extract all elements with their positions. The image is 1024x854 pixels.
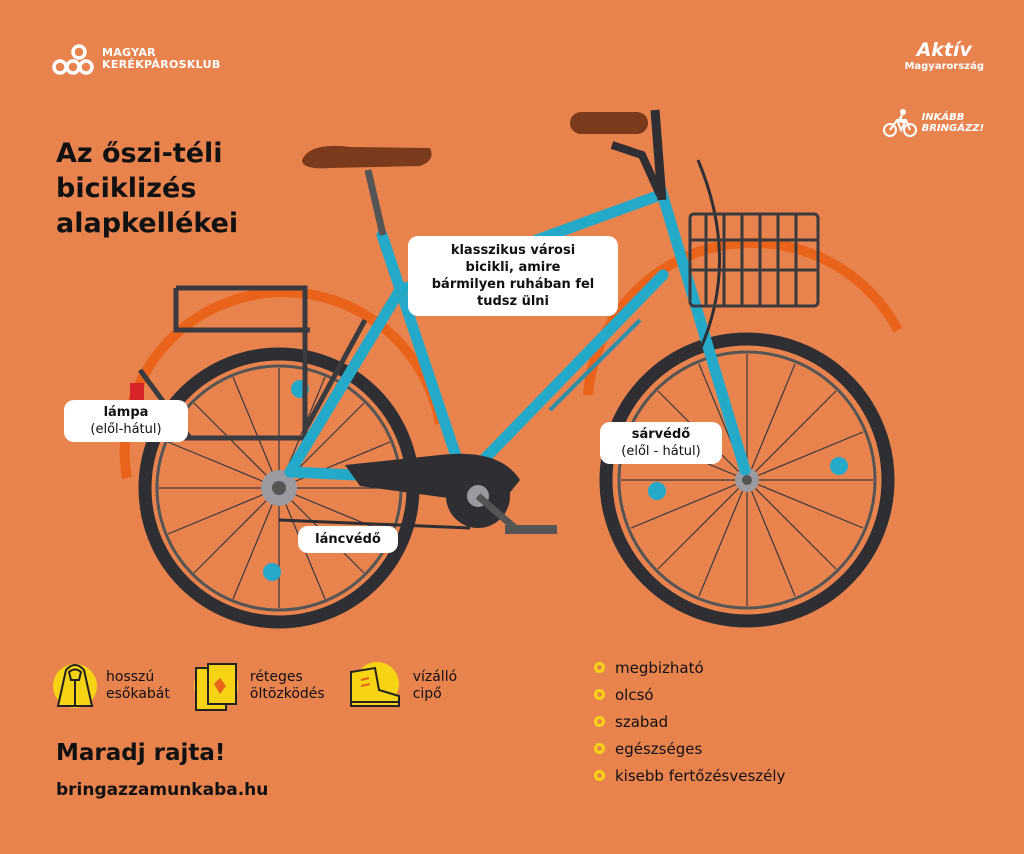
list-item: megbizható [594, 654, 785, 681]
raincoat-icon [52, 658, 98, 714]
aktiv-logo-subtitle: Magyarország [904, 61, 984, 72]
callout-lamp: lámpa (elől-hátul) [64, 400, 188, 442]
benefits-list [594, 654, 785, 789]
callout-chain-guard: láncvédő [298, 526, 398, 553]
inkabb-line2: BRINGÁZZ! [921, 123, 984, 134]
rear-lamp [130, 383, 144, 401]
pedal [505, 525, 557, 534]
page-title: Az őszi-téli biciklizés alapkellékei [56, 138, 239, 239]
slogan: Maradj rajta! [56, 740, 226, 766]
list-item: egészséges [594, 735, 785, 762]
aktiv-logo-title: Aktív [916, 39, 972, 61]
rear-fender [125, 292, 440, 478]
equipment-layers: réteges öltözködés [190, 658, 325, 714]
rear-wheel [145, 354, 413, 622]
list-item: olcsó [594, 681, 785, 708]
website-url[interactable]: bringazzamunkaba.hu [56, 780, 269, 800]
inkabb-line1: INKÁBB [921, 112, 965, 123]
seatpost [368, 170, 383, 235]
bullet-icon [594, 689, 605, 700]
club-logo-line1: MAGYAR [102, 46, 156, 59]
front-basket [690, 214, 818, 306]
bullet-icon [594, 743, 605, 754]
handlebar [612, 145, 660, 195]
callout-fender: sárvédő (elől - hátul) [600, 422, 722, 464]
bullet-icon [594, 770, 605, 781]
callout-bike-type: klasszikus városi bicikli, amire bármilyen ruhában fel tudsz ülni [408, 236, 618, 316]
saddle [302, 146, 432, 168]
waterproof-boot-icon [345, 658, 405, 714]
club-logo-line2: KERÉKPÁROSKLUB [102, 58, 221, 71]
handlebar-grip [570, 112, 648, 134]
equipment-raincoat: hosszú esőkabát [52, 658, 170, 714]
list-item: kisebb fertőzésveszély [594, 762, 785, 789]
equipment-list [52, 658, 457, 714]
layered-clothes-icon [190, 658, 242, 714]
front-wheel [606, 339, 888, 621]
list-item: szabad [594, 708, 785, 735]
equipment-boots: vízálló cipő [345, 658, 457, 714]
bullet-icon [594, 716, 605, 727]
bullet-icon [594, 662, 605, 673]
